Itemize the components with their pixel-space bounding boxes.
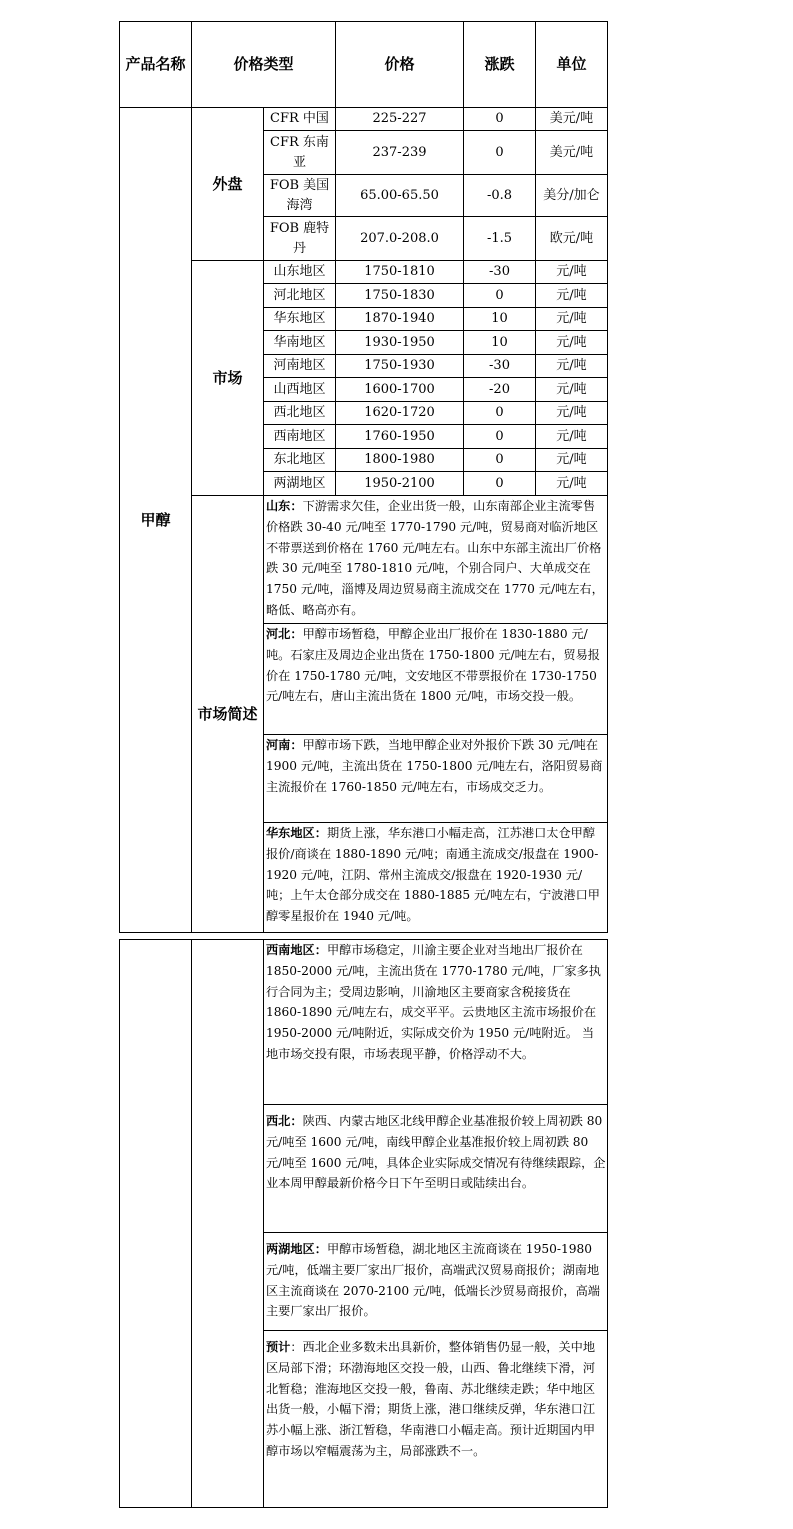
market-region: 两湖地区	[264, 472, 336, 496]
market-unit: 元/吨	[536, 284, 608, 308]
note-hebei	[264, 624, 608, 735]
price-change: -1.5	[464, 217, 536, 261]
note-shandong	[264, 496, 608, 624]
market-price: 1760-1950	[336, 425, 464, 449]
market-unit: 元/吨	[536, 449, 608, 472]
market-price: 1750-1930	[336, 355, 464, 378]
header-price: 价格	[336, 22, 464, 108]
group-foreign: 外盘	[192, 108, 264, 261]
market-unit: 元/吨	[536, 261, 608, 284]
market-change: 10	[464, 331, 536, 355]
market-change: 10	[464, 308, 536, 331]
market-price: 1620-1720	[336, 402, 464, 425]
market-region: 山西地区	[264, 378, 336, 402]
price-table	[119, 21, 608, 933]
price-type: CFR 东南亚	[264, 131, 336, 175]
market-price: 1950-2100	[336, 472, 464, 496]
market-unit: 元/吨	[536, 308, 608, 331]
note-label: 预计	[266, 1340, 291, 1354]
note-henan	[264, 735, 608, 823]
foreign-row	[120, 108, 608, 131]
note-label: 河北：	[266, 627, 303, 641]
market-change: 0	[464, 472, 536, 496]
price-unit: 美元/吨	[536, 108, 608, 131]
note-xinan	[264, 940, 608, 1105]
note-label: 西北：	[266, 1114, 303, 1128]
market-change: -20	[464, 378, 536, 402]
market-change: -30	[464, 355, 536, 378]
market-change: -30	[464, 261, 536, 284]
market-price: 1600-1700	[336, 378, 464, 402]
market-region: 华东地区	[264, 308, 336, 331]
market-row	[120, 261, 608, 284]
market-region: 西南地区	[264, 425, 336, 449]
note-row	[120, 496, 608, 624]
note-label: 西南地区：	[266, 943, 327, 957]
product-name: 甲醇	[120, 108, 192, 933]
market-change: 0	[464, 425, 536, 449]
market-change: 0	[464, 284, 536, 308]
price-type: FOB 美国海湾	[264, 175, 336, 217]
market-price: 1800-1980	[336, 449, 464, 472]
header-row	[120, 22, 608, 108]
note-forecast	[264, 1331, 608, 1508]
header-change: 涨跌	[464, 22, 536, 108]
market-unit: 元/吨	[536, 331, 608, 355]
note-text: 甲醇市场暂稳，湖北地区主流商谈在 1950-1980 元/吨，低端主要厂家出厂报价，高端武汉贸易商报价；湖南地区主流商谈在 2070-2100 元/吨，低端长沙贸易商报价，高端主要厂家出厂报价。	[266, 1242, 600, 1319]
price-value: 207.0-208.0	[336, 217, 464, 261]
market-region: 华南地区	[264, 331, 336, 355]
market-change: 0	[464, 402, 536, 425]
price-unit: 欧元/吨	[536, 217, 608, 261]
group-market: 市场	[192, 261, 264, 496]
market-price: 1870-1940	[336, 308, 464, 331]
note-huadong	[264, 823, 608, 933]
note-text: 下游需求欠佳，企业出货一般，山东南部企业主流零售价格跌 30-40 元/吨至 1770-1790 元/吨，贸易商对临沂地区不带票送到价格在 1760 元/吨左右。山东中东部主流出厂价格跌 30 元/吨至 1780-1810 元/吨，个别合同户、大单成交在 1750 元/吨，淄博及周边贸易商主流成交在 1770 元/吨左右，略低、略高亦有。	[266, 499, 604, 617]
header-unit: 单位	[536, 22, 608, 108]
market-price: 1750-1810	[336, 261, 464, 284]
market-price: 1930-1950	[336, 331, 464, 355]
note-label: 华东地区：	[266, 826, 327, 840]
price-change: 0	[464, 108, 536, 131]
market-region: 河北地区	[264, 284, 336, 308]
market-unit: 元/吨	[536, 425, 608, 449]
header-product: 产品名称	[120, 22, 192, 108]
price-value: 225-227	[336, 108, 464, 131]
market-unit: 元/吨	[536, 472, 608, 496]
price-change: 0	[464, 131, 536, 175]
note-label: 两湖地区：	[266, 1242, 327, 1256]
group-cell-continued	[192, 940, 264, 1508]
price-value: 65.00-65.50	[336, 175, 464, 217]
note-text: 甲醇市场暂稳，甲醇企业出厂报价在 1830-1880 元/吨。石家庄及周边企业出货在 1750-1800 元/吨左右，贸易报价在 1750-1780 元/吨，文安地区不带票报价在 1730-1750 元/吨左右，唐山主流出货在 1800 元/吨，市场交投一般。	[266, 627, 600, 704]
market-price: 1750-1830	[336, 284, 464, 308]
market-region: 东北地区	[264, 449, 336, 472]
summary-table-continued	[119, 939, 608, 1508]
price-change: -0.8	[464, 175, 536, 217]
market-unit: 元/吨	[536, 378, 608, 402]
market-region: 西北地区	[264, 402, 336, 425]
group-summary: 市场简述	[192, 496, 264, 933]
market-change: 0	[464, 449, 536, 472]
market-region: 河南地区	[264, 355, 336, 378]
note-text: 甲醇市场稳定，川渝主要企业对当地出厂报价在 1850-2000 元/吨，主流出货在 1770-1780 元/吨，厂家多执行合同为主；受周边影响，川渝地区主要商家含税接货在 1860-1890 元/吨左右，成交平平。云贵地区主流市场报价在 1950-2000 元/吨附近，实际成交价为 1950 元/吨附近。 当地市场交投有限，市场表现平静，价格浮动不大。	[266, 943, 601, 1061]
price-type: FOB 鹿特丹	[264, 217, 336, 261]
price-type: CFR 中国	[264, 108, 336, 131]
market-region: 山东地区	[264, 261, 336, 284]
note-label: 河南：	[266, 738, 303, 752]
price-unit: 美元/吨	[536, 131, 608, 175]
note-text: ：西北企业多数未出具新价，整体销售仍显一般，关中地区局部下滑；环渤海地区交投一般，山西、鲁北继续下滑，河北暂稳；淮海地区交投一般，鲁南、苏北继续走跌；华中地区出货一般，小幅下滑；期货上涨，港口继续反弹，华东港口江苏小幅上涨、浙江暂稳，华南港口小幅走高。预计近期国内甲醇市场以窄幅震荡为主，局部涨跌不一。	[266, 1340, 596, 1458]
header-price-type: 价格类型	[192, 22, 336, 108]
price-unit: 美分/加仑	[536, 175, 608, 217]
product-cell-continued	[120, 940, 192, 1508]
note-xibei	[264, 1105, 608, 1233]
price-value: 237-239	[336, 131, 464, 175]
market-unit: 元/吨	[536, 355, 608, 378]
note-row	[120, 940, 608, 1105]
note-label: 山东：	[266, 499, 303, 513]
market-unit: 元/吨	[536, 402, 608, 425]
note-text: 陕西、内蒙古地区北线甲醇企业基准报价较上周初跌 80 元/吨至 1600 元/吨，南线甲醇企业基准报价较上周初跌 80 元/吨至 1600 元/吨，具体企业实际成交情况有待继续跟踪，企业本周甲醇最新价格今日下午至明日或陆续出台。	[266, 1114, 606, 1191]
note-text: 期货上涨，华东港口小幅走高，江苏港口太仓甲醇报价/商谈在 1880-1890 元/吨；南通主流成交/报盘在 1900-1920 元/吨，江阴、常州主流成交/报盘在 1920-1930 元/吨；上午太仓部分成交在 1880-1885 元/吨左右，宁波港口甲醇零星报价在 1940 元/吨。	[266, 826, 600, 924]
note-text: 甲醇市场下跌，当地甲醇企业对外报价下跌 30 元/吨在 1900 元/吨，主流出货在 1750-1800 元/吨左右，洛阳贸易商主流报价在 1760-1850 元/吨左右，市场成交乏力。	[266, 738, 603, 794]
note-lianghu	[264, 1233, 608, 1331]
